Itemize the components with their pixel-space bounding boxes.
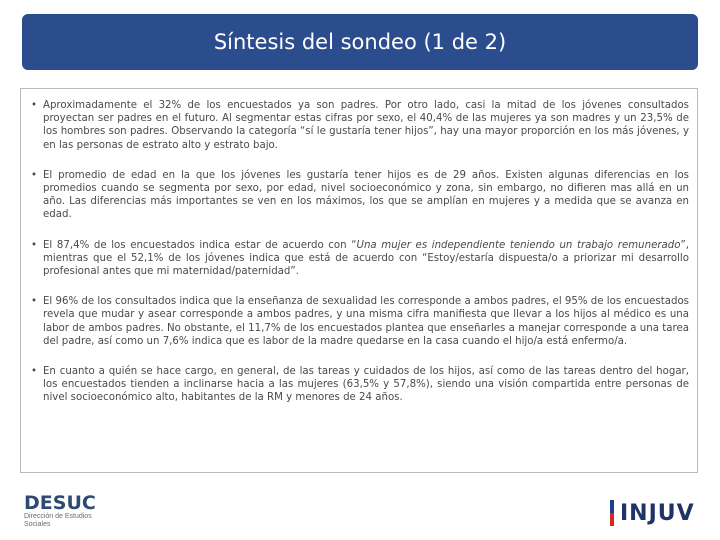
desuc-logo-subtitle: Dirección de Estudios Sociales (24, 513, 92, 528)
injuv-flag-icon (610, 500, 614, 526)
injuv-logo (610, 498, 695, 528)
desuc-logo (24, 494, 144, 536)
bullet-item-3-quote: Una mujer es independiente teniendo un trabajo remunerado (356, 239, 681, 251)
bullet-item-3-prefix: El 87,4% de los encuestados indica estar de acuerdo con “ (43, 239, 357, 251)
bullet-list (31, 99, 689, 422)
bullet-item-3-suffix: ”, mientras que el 52,1% de los jóvenes indica que está de acuerdo con “Estoy/estaría dispuesta/o a priorizar mi desarrollo profesional antes que mi maternidad/paternidad”. (43, 239, 690, 278)
desuc-logo-word-b: UC (66, 492, 96, 514)
injuv-logo-word: INJUV (620, 500, 695, 526)
bullet-item-5: • En cuanto a quién se hace cargo, en general, de las tareas y cuidados de los hijos, así como de las tareas dentro del hogar, los encuestados tienden a inclinarse hacia a las mujeres (63,5% y 57,8%), siendo una visión compartida entre personas de nivel socioeconómico alto, habitantes de la RM y menores de 24 años. (31, 365, 689, 405)
bullet-item-1: • Aproximadamente el 32% de los encuestados ya son padres. Por otro lado, casi la mitad de los jóvenes consultados proyectan ser padres en el futuro. Al segmentar estas cifras por sexo, el 40,4% de las mujeres ya son madres y un 23,5% de los hombres son padres. Observando la categoría “sí le gustaría tener hijos”, hay una mayor proporción en los más jóvenes, y en las personas de estrato alto y estrato bajo. (31, 99, 689, 152)
title-bar (22, 14, 698, 70)
content-box (20, 88, 698, 473)
bullet-item-4: • El 96% de los consultados indica que la enseñanza de sexualidad les corresponde a ambos padres, el 95% de los encuestados revela que mudar y asear corresponde a ambos padres, y una misma cifra manifiesta que llevar a los hijos al médico es una labor de ambos padres. No obstante, el 11,7% de los encuestados plantea que enseñarles a manejar corresponde a una tarea del padre, así como un 7,6% indica que es labor de la madre quedarse en la casa cuando el hijo/a está enfermo/a. (31, 295, 689, 348)
bullet-item-2: • El promedio de edad en la que los jóvenes les gustaría tener hijos es de 29 años. Existen algunas diferencias en los promedios cuando se segmenta por sexo, por edad, nivel socioeconómico y zona, sin embargo, no difieren mas allá en un año. Las diferencias más importantes se ven en los máximos, los que se amplían en mujeres y a medida que se avanza en edad. (31, 169, 689, 222)
desuc-logo-word (24, 494, 144, 513)
bullet-item-3 (31, 239, 689, 279)
page-title: Síntesis del sondeo (1 de 2) (213, 30, 507, 54)
desuc-logo-word-a: DES (24, 492, 67, 514)
